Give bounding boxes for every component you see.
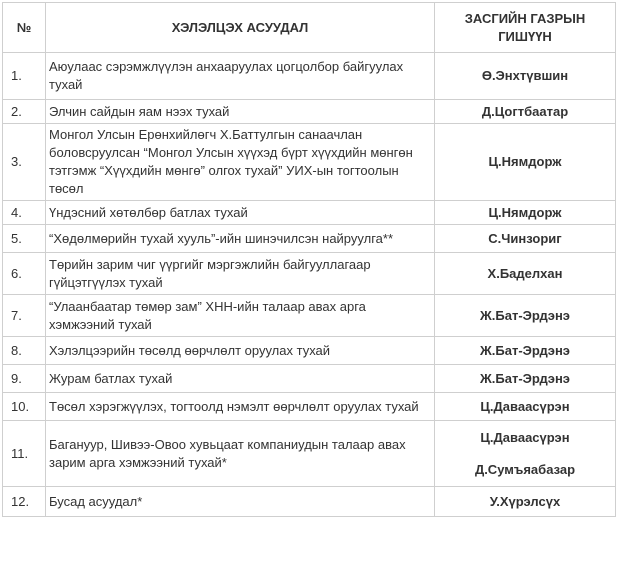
row-topic: Бусад асуудал* [46,487,435,517]
row-topic: Аюулаас сэрэмжлүүлэн анхааруулах цогцолбор байгуулах тухай [46,53,435,100]
row-topic: “Хөдөлмөрийн тухай хууль”-ийн шинэчилсэн найруулга** [46,225,435,253]
member-name: Х.Баделхан [487,265,563,281]
row-topic: Элчин сайдын яам нээх тухай [46,100,435,124]
table-row [3,225,616,253]
row-member [435,201,616,225]
row-member [435,253,616,295]
table-row [3,337,616,365]
row-number: 7. [3,295,46,337]
row-topic: Журам батлах тухай [46,365,435,393]
table-header-row [3,3,616,53]
row-member [435,295,616,337]
table-row [3,393,616,421]
table-row [3,124,616,201]
member-name: С.Чинзориг [488,230,562,246]
table-row [3,365,616,393]
member-name: Ж.Бат-Эрдэнэ [480,307,570,323]
row-member [435,487,616,517]
table-row [3,253,616,295]
row-number: 3. [3,124,46,201]
row-number: 6. [3,253,46,295]
row-topic: Багануур, Шивээ-Овоо хувьцаат компаниудын талаар авах зарим арга хэмжээний тухай* [46,421,435,487]
row-topic: Хэлэлцээрийн төсөлд өөрчлөлт оруулах тухай [46,337,435,365]
row-number: 10. [3,393,46,421]
table-row [3,487,616,517]
member-name: Ц.Нямдорж [488,154,562,169]
row-number: 2. [3,100,46,124]
table-row [3,201,616,225]
member-name: Ж.Бат-Эрдэнэ [480,370,570,386]
table-row [3,53,616,100]
row-number: 12. [3,487,46,517]
header-member-line-1: ЗАСГИЙН ГАЗРЫН [464,10,586,26]
row-member [435,365,616,393]
member-name: Ц.Нямдорж [488,204,562,220]
member-name: Ж.Бат-Эрдэнэ [480,342,570,358]
row-number: 5. [3,225,46,253]
member-name: Ц.Даваасүрэн [480,398,570,414]
row-member [435,337,616,365]
member-name: Ц.Даваасүрэн [480,429,570,445]
row-topic: “Улаанбаатар төмөр зам” ХНН-ийн талаар авах арга хэмжээний тухай [46,295,435,337]
row-number: 11. [3,421,46,487]
header-topic: ХЭЛЭЛЦЭХ АСУУДАЛ [46,3,435,53]
row-member [435,53,616,100]
header-number: № [3,3,46,53]
member-name: Д.Сумъяабазар [474,461,576,477]
row-member [435,393,616,421]
agenda-table [2,2,616,517]
row-member [435,421,616,487]
row-topic: Төсөл хэрэгжүүлэх, тогтоолд нэмэлт өөрчлөлт оруулах тухай [46,393,435,421]
row-member [435,225,616,253]
row-number: 8. [3,337,46,365]
member-name: Ө.Энхтүвшин [481,68,569,83]
row-topic: Үндэсний хөтөлбөр батлах тухай [46,201,435,225]
member-name: Д.Цогтбаатар [481,103,569,119]
row-number: 4. [3,201,46,225]
row-number: 1. [3,53,46,100]
header-member [435,3,616,53]
table-row [3,295,616,337]
row-topic: Төрийн зарим чиг үүргийг мэргэжлийн байгууллагаар гүйцэтгүүлэх тухай [46,253,435,295]
row-member [435,124,616,201]
header-member-line-2: ГИШҮҮН [498,28,552,44]
row-member [435,100,616,124]
table-row [3,100,616,124]
member-name: У.Хүрэлсүх [489,493,561,509]
row-number: 9. [3,365,46,393]
row-topic: Монгол Улсын Ерөнхийлөгч Х.Баттулгын санаачлан боловсруулсан “Монгол Улсын хүүхэд бүрт хүүхдийн мөнгөн тэтгэмж “Хүүхдийн мөнгө” олгох тухай” УИХ-ын тогтоолын төсөл [46,124,435,201]
table-row [3,421,616,487]
table-body [3,53,616,517]
